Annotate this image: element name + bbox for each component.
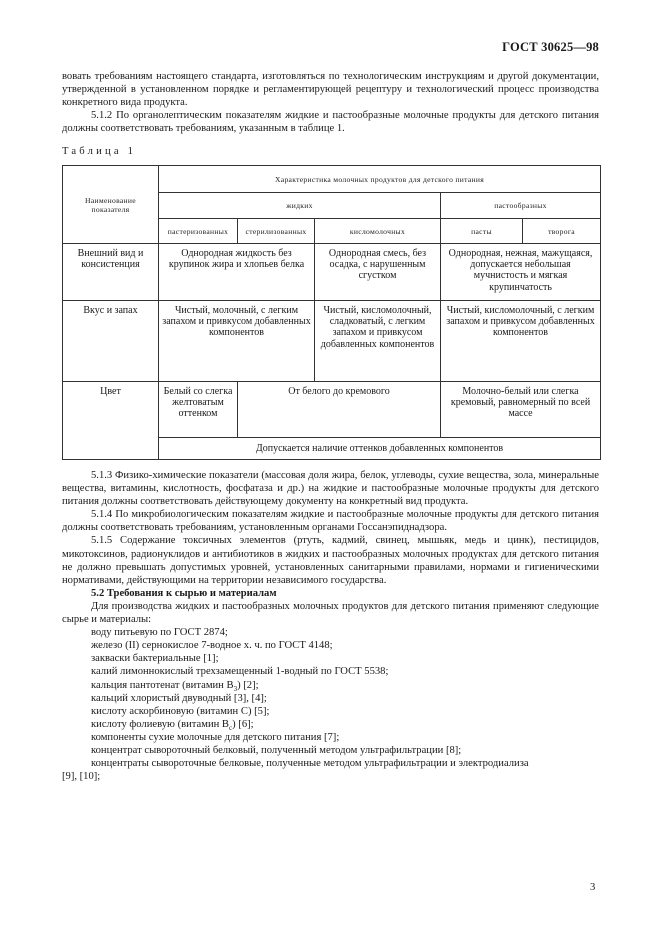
section-5-2-intro: Для производства жидких и пастообразных молочных продуктов для детского питания применяют следующие сырье и материалы: [62, 600, 599, 626]
row-color-footnote: Допускается наличие оттенков добавленных компонентов [159, 438, 601, 460]
header-paste: пастообразных [441, 193, 601, 219]
page-number: 3 [590, 882, 596, 893]
list-item: компоненты сухие молочные для детского питания [7]; [91, 731, 340, 743]
list-item: закваски бактериальные [1]; [91, 653, 219, 665]
paragraph-5-1-5: 5.1.5 Содержание токсичных элементов (ртуть, кадмий, свинец, мышьяк, медь и цинк), пестицидов, микотоксинов, радионуклидов и антибиотиков в жидких и пастообразных молочных продуктах для детского питания не должно превышать допустимых уровней, установленных санитарными правилами, нормами и гигиеническими нормативами, действующими на территории независимого государства. [62, 535, 599, 586]
header-curd: творога [523, 219, 601, 244]
paragraph-5-1-4: 5.1.4 По микробиологическим показателям жидкие и пастообразные молочные продукты для детского питания должны соответствовать требованиям, установленным органами Госсанэпиднадзора. [62, 509, 599, 534]
list-item: кислоту аскорбиновую (витамин C) [5]; [91, 705, 270, 717]
row-appearance-fermented: Однородная смесь, без осадка, с нарушенным сгустком [315, 244, 441, 301]
header-pastes: пасты [441, 219, 523, 244]
header-characteristic: Характеристика молочных продуктов для детского питания [159, 166, 601, 193]
body-block [62, 469, 599, 783]
list-item: калий лимоннокислый трехзамещенный 1-водный по ГОСТ 5538; [91, 666, 389, 678]
row-appearance-name: Внешний вид и консистенция [63, 244, 159, 301]
header-sterilized: стерилизованных [238, 219, 315, 244]
list-item: железо (II) сернокислое 7-водное х. ч. по ГОСТ 4148; [91, 640, 333, 652]
list-item-last: концентраты сывороточные белковые, полученные методом ультрафильтрации и электродиализа [91, 758, 529, 770]
row-taste-name: Вкус и запах [63, 301, 159, 382]
header-indicator-name: Наименование показателя [63, 166, 159, 244]
paragraph-5-1-3: 5.1.3 Физико-химические показатели (массовая доля жира, белок, углеводы, сухие вещества, зола, минеральные вещества, витамины, кислотность, фосфатаза и др.) на жидкие и пастообразные молочные продукты для детского питания должны соответствовать действующему документу на конкретный вид продукта. [62, 470, 599, 508]
row-color-name: Цвет [63, 382, 159, 460]
intro-continuation: вовать требованиям настоящего стандарта, изготовляться по технологическим инструкциям и другой документации, утвержденной в установленном порядке и регламентирующей рецептуру и технологический процесс производства конкретного вида продукта. [62, 71, 599, 109]
list-item-bc: кислоту фолиевую (витамин $B_c$) [6]; [91, 718, 254, 732]
row-appearance-paste: Однородная, нежная, мажущаяся, допускается небольшая мучнистость и мягкая крупинчатость [441, 244, 601, 301]
list-item: кальций хлористый двуводный [3], [4]; [91, 692, 267, 704]
section-5-2-title: 5.2 Требования к сырью и материалам [91, 587, 277, 599]
list-item: концентрат сывороточный белковый, полученный методом ультрафильтрации [8]; [91, 744, 462, 756]
row-taste-liquid: Чистый, молочный, с легким запахом и привкусом добавленных компонентов [159, 301, 315, 382]
list-item-last-continuation: [9], [10]; [62, 771, 101, 783]
row-color-paste: Молочно-белый или слегка кремовый, равномерный по всей массе [441, 382, 601, 438]
row-color-liquid: От белого до кремового [238, 382, 441, 438]
row-taste-paste: Чистый, кисломолочный, с легким запахом и привкусом добавленных компонентов [441, 301, 601, 382]
row-taste-fermented: Чистый, кисломолочный, сладковатый, с легким запахом и привкусом добавленных компонентов [315, 301, 441, 382]
header-pasteurized: пастеризованных [159, 219, 238, 244]
list-item: воду питьевую по ГОСТ 2874; [91, 627, 228, 639]
list-item-b3: кальция пантотенат (витамин $B_3$) [2]; [91, 679, 259, 693]
intro-block [62, 70, 599, 135]
header-fermented: кисломолочных [315, 219, 441, 244]
table-1 [62, 165, 601, 460]
paragraph-5-1-2: 5.1.2 По органолептическим показателям жидкие и пастообразные молочные продукты для детского питания должны соответствовать требованиям, указанным в таблице 1. [62, 110, 599, 135]
table-caption: Таблица 1 [62, 146, 137, 157]
document-header: ГОСТ 30625—98 [502, 40, 599, 54]
row-color-pasteurized: Белый со слегка желтоватым оттенком [159, 382, 238, 438]
row-appearance-liquid: Однородная жидкость без крупинок жира и хлопьев белка [159, 244, 315, 301]
header-liquid: жидких [159, 193, 441, 219]
